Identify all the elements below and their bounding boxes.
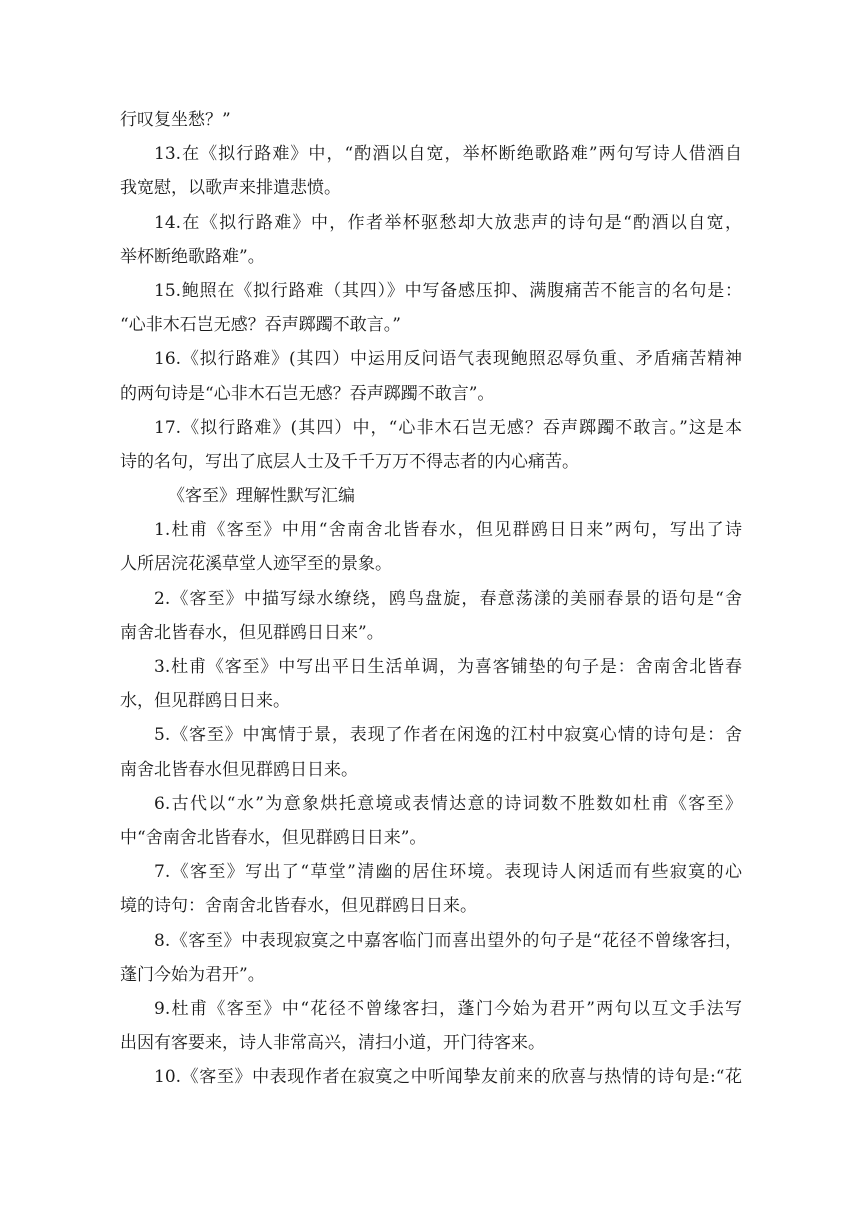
paragraph-last-line: 中“舍南舍北皆春水，但见群鸥日日来”。 — [120, 827, 427, 848]
document-body — [120, 103, 742, 1094]
paragraph-first-line: 2.《客至》中描写绿水缭绕，鸥鸟盘旋，春意荡漾的美丽春景的语句是“舍 — [154, 588, 742, 609]
paragraph-last-line: 诗的名句，写出了底层人士及千千万万不得志者的内心痛苦。 — [120, 451, 579, 472]
paragraph-last-line: 南舍北皆春水，但见群鸥日日来”。 — [120, 622, 384, 643]
paragraph-first-line: 3.杜甫《客至》中写出平日生活单调，为喜客铺垫的句子是：舍南舍北皆春 — [154, 657, 742, 677]
paragraph-last-line: 南舍北皆春水但见群鸥日日来。 — [120, 759, 358, 780]
paragraph-last-line: 的两句诗是“心非木石岂无感？吞声踯躅不敢言”。 — [120, 383, 495, 404]
paragraph-last-line: “心非木石岂无感？吞声踯躅不敢言。” — [120, 315, 401, 336]
paragraph-first-line: 16.《拟行路难》(其四）中运用反问语气表现鲍照忍辱负重、矛盾痛苦精神 — [154, 349, 742, 370]
paragraph-first-line: 6.古代以“水”为意象烘托意境或表情达意的诗词数不胜数如杜甫《客至》 — [154, 793, 742, 814]
paragraph-first-line: 7.《客至》写出了“草堂”清幽的居住环境。表现诗人闲适而有些寂寞的心 — [154, 862, 742, 883]
paragraph-last-line: 水，但见群鸥日日来。 — [120, 691, 290, 712]
paragraph-last-line: 蓬门今始为君开”。 — [120, 964, 265, 985]
paragraph-first-line: 15.鲍照在《拟行路难（其四）》中写备感压抑、满腹痛苦不能言的名句是： — [154, 280, 742, 301]
paragraph-first-line: 8.《客至》中表现寂寞之中嘉客临门而喜出望外的句子是“花径不曾缘客扫， — [154, 930, 742, 951]
paragraph-first-line: 5.《客至》中寓情于景，表现了作者在闲逸的江村中寂寞心情的诗句是：舍 — [154, 725, 742, 746]
paragraph-first-line: 14.在《拟行路难》中，作者举杯驱愁却大放悲声的诗句是“酌酒以自宽， — [154, 212, 742, 233]
paragraph-last-line: 行叹复坐愁？” — [120, 110, 231, 130]
paragraph-last-line: 出因有客要来，诗人非常高兴，清扫小道，开门待客来。 — [120, 1033, 545, 1054]
paragraph-first-line: 1.杜甫《客至》中用“舍南舍北皆春水，但见群鸥日日来”两句，写出了诗 — [154, 520, 742, 541]
paragraph-first-line: 9.杜甫《客至》中“花径不曾缘客扫，蓬门今始为君开”两句以互文手法写 — [154, 998, 742, 1019]
paragraph-last-line: 境的诗句：舍南舍北皆春水，但见群鸥日日来。 — [120, 896, 477, 917]
paragraph-last-line: 我宽慰，以歌声来排遣悲愤。 — [120, 178, 341, 199]
section-heading: 《客至》理解性默写汇编 — [168, 486, 355, 507]
paragraph-last-line: 举杯断绝歌路难”。 — [120, 246, 265, 267]
paragraph-first-line: 10.《客至》中表现作者在寂寞之中听闻挚友前来的欣喜与热情的诗句是:“花 — [154, 1067, 742, 1088]
paragraph-first-line: 13.在《拟行路难》中，“酌酒以自宽，举杯断绝歌路难”两句写诗人借酒自 — [154, 144, 742, 165]
paragraph-last-line: 人所居浣花溪草堂人迹罕至的景象。 — [120, 554, 392, 575]
paragraph-first-line: 17.《拟行路难》(其四）中，“心非木石岂无感？吞声踯躅不敢言。”这是本 — [154, 417, 742, 438]
